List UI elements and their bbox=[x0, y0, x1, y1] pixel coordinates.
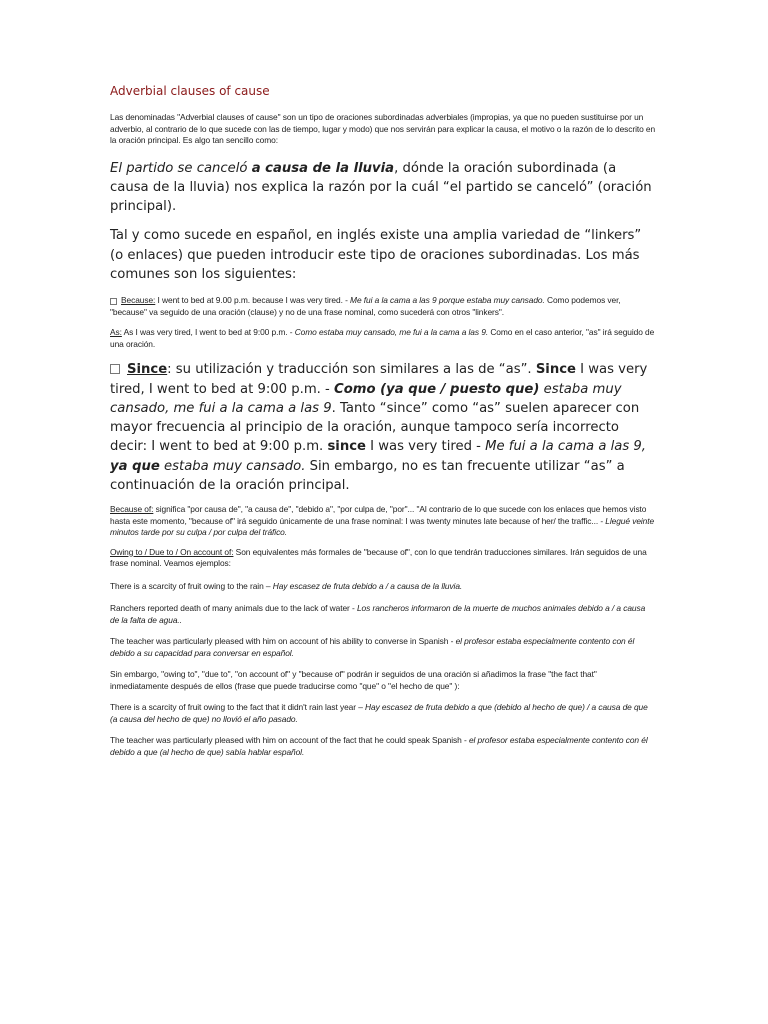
example-1 bbox=[110, 581, 656, 593]
owing-item bbox=[110, 547, 656, 570]
since-comment: . Tanto “since” como “as” suelen aparecer con mayor frecuencia al principio de la oración, aunque tampoco sería incorrecto decir: I went to bed at 9:00 p.m. bbox=[110, 400, 640, 455]
since-example: I was very tired, I went to bed at 9:00 p.m. - bbox=[110, 362, 648, 397]
example-1-spanish: Hay escasez de fruta debido a / a causa de la lluvia. bbox=[272, 580, 463, 591]
example-2-english: Ranchers reported death of many animals due to the lack of water - bbox=[110, 603, 357, 614]
as-note: Como en el caso anterior, "as" irá seguido de una oración. bbox=[110, 327, 655, 349]
example-4-spanish: Hay escasez de fruta debido a que (debido al hecho de que) / a causa de que (a causa del hecho de que) no llovió el año pasado. bbox=[110, 702, 648, 724]
as-translation: Como estaba muy cansado, me fui a la cama a las 9. bbox=[294, 327, 489, 338]
because-of-label: Because of: bbox=[110, 504, 154, 515]
as-label: As: bbox=[110, 327, 122, 338]
example-paragraph bbox=[110, 159, 656, 217]
because-of-translation: Llegué veinte minutos tarde por su culpa / por culpa del tráfico. bbox=[110, 515, 655, 538]
bullet-box-icon bbox=[110, 364, 120, 374]
since-translation-bold: Como (ya que / puesto que) bbox=[334, 381, 540, 397]
example-2-spanish: Los rancheros informaron de la muerte de muchos animales debido a / a causa de la falta de agua.. bbox=[110, 603, 646, 625]
example-explanation: , dónde la oración subordinada (a causa de la lluvia) nos explica la razón por la cuál “el partido se canceló” (oración principal). bbox=[110, 160, 652, 215]
since-text: : su utilización y traducción son similares a las de “as”. bbox=[167, 362, 536, 378]
example-5-english: The teacher was particularly pleased with him on account of the fact that he could speak Spanish - bbox=[110, 735, 469, 746]
as-item bbox=[110, 327, 656, 350]
since-example-2: I was very tired - bbox=[365, 439, 486, 455]
example-cause: a causa de la lluvia bbox=[251, 160, 395, 176]
example-clause: El partido se canceló bbox=[110, 160, 252, 176]
example-4-english: There is a scarcity of fruit owing to the fact that it didn't rain last year – bbox=[110, 702, 366, 713]
example-1-english: There is a scarcity of fruit owing to the rain – bbox=[110, 580, 273, 591]
since-item bbox=[110, 360, 656, 495]
because-text: I went to bed at 9.00 p.m. because I was very tired. - bbox=[155, 295, 351, 306]
owing-label: Owing to / Due to / On account of: bbox=[110, 546, 234, 557]
linkers-paragraph: Tal y como sucede en español, en inglés existe una amplia variedad de “linkers” (o enlaces) que pueden introducir este tipo de oraciones subordinadas. Los más comunes son los siguientes: bbox=[110, 228, 642, 282]
example-3 bbox=[110, 636, 656, 659]
document-page bbox=[110, 84, 656, 758]
example-5-spanish: el profesor estaba especialmente contento con él debido a que (al hecho de que) sabía hablar español. bbox=[110, 735, 648, 757]
because-translation: Me fui a la cama a las 9 porque estaba muy cansado. bbox=[350, 295, 545, 306]
since-bold: Since bbox=[535, 362, 576, 378]
because-item bbox=[110, 295, 656, 318]
owing-text: Son equivalentes más formales de "because of", con lo que tendrán traducciones similares. Irán seguidos de una frase nominal. Veamos ejemplos: bbox=[110, 546, 647, 569]
because-of-text: significa "por causa de", "a causa de", "debido a", "por culpa de, "por"... "Al contrario de lo que sucede con los enlaces que hemos visto hasta este momento, "because of" irá seguido únicamente de una frase nominal: I was twenty minutes late because of her/ the traffic... - bbox=[110, 504, 647, 526]
example-5 bbox=[110, 735, 656, 758]
because-note: Como podemos ver, "because" va seguido de una oración (clause) y no de una frase nominal, como sucederá con otros "linkers". bbox=[110, 295, 621, 317]
the-fact-that-paragraph: Sin embargo, "owing to", "due to", "on account of" y "because of" podrán ir seguidos de una oración si añadimos la frase "the fact that" inmediatamente después de ellos (frase que puede traducirse como "que" o "el hecho de que" ): bbox=[110, 669, 597, 691]
example-3-english: The teacher was particularly pleased with him on account of his ability to converse in Spanish - bbox=[110, 636, 456, 647]
since-closing: Sin embargo, no es tan frecuente utilizar “as” a continuación de la oración principal. bbox=[110, 458, 625, 494]
as-text: As I was very tired, I went to bed at 9:00 p.m. - bbox=[121, 327, 295, 338]
since-translation-3: estaba muy cansado. bbox=[159, 458, 306, 474]
since-label: Since bbox=[127, 362, 168, 378]
bullet-box-icon bbox=[110, 298, 117, 305]
example-3-spanish: el profesor estaba especialmente contento con él debido a su capacidad para conversar en español. bbox=[110, 636, 635, 658]
because-label: Because: bbox=[121, 295, 156, 306]
example-2 bbox=[110, 603, 656, 626]
example-4 bbox=[110, 702, 656, 725]
because-of-item bbox=[110, 504, 656, 539]
intro-paragraph: Las denominadas "Adverbial clauses of cause" son un tipo de oraciones subordinadas adverbiales (impropias, ya que no pueden sustituirse por un adverbio, al contrario de lo que sucede con las de tiempo, lugar y modo) que nos servirán para explicar la causa, el motivo o la razón de lo descrito en la oración principal. Es algo tan sencillo como: bbox=[110, 112, 656, 145]
since-translation-2: Me fui a la cama a las 9, bbox=[485, 439, 646, 455]
since-translation: estaba muy cansado, me fui a la cama a las 9 bbox=[110, 381, 622, 416]
page-title: Adverbial clauses of cause bbox=[110, 84, 270, 98]
since-ya-que: ya que bbox=[110, 458, 160, 474]
since-bold-2: since bbox=[327, 439, 366, 455]
